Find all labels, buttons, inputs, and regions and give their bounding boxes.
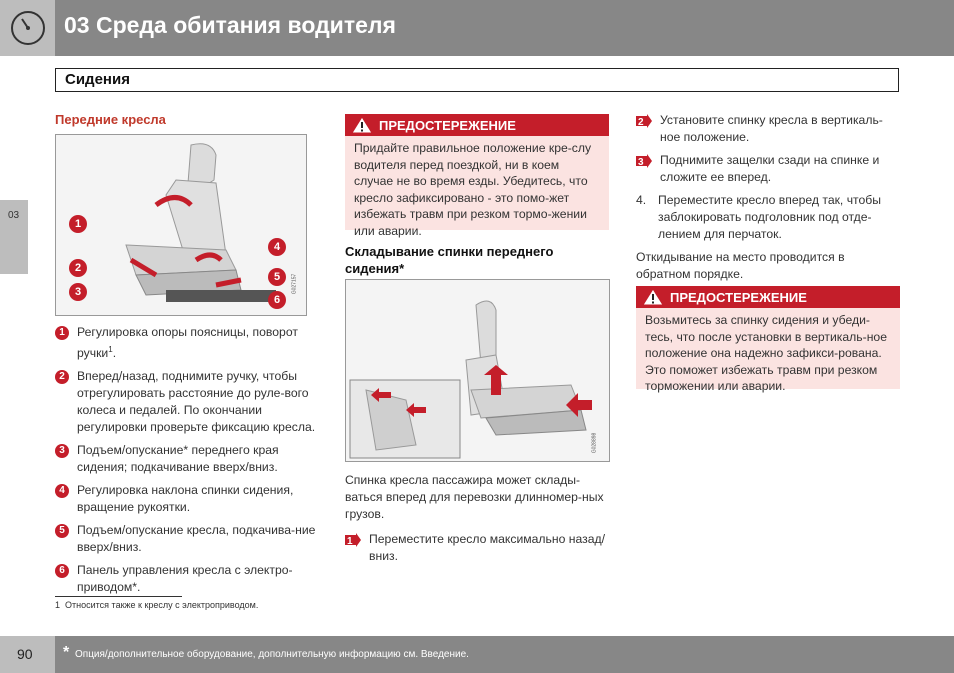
fold-backrest-text [345, 472, 609, 571]
list-item [55, 368, 317, 436]
chapter-side-tab[interactable] [0, 200, 28, 274]
warning-header [345, 114, 609, 136]
callout-4: 4 [268, 238, 286, 256]
left-column [55, 111, 317, 128]
warning-triangle-icon [351, 116, 373, 134]
list-item [636, 152, 902, 186]
footer-note: Опция/дополнительное оборудование, дополнительную информацию см. Введение. [75, 649, 469, 660]
front-seats-heading: Передние кресла [55, 112, 166, 127]
step-arrow-icon: 3 [636, 154, 652, 168]
figure-code: G028898 [591, 432, 598, 454]
front-seat-controls-list [55, 324, 317, 602]
section-bar [55, 68, 899, 92]
item-number: 2 [55, 370, 69, 384]
item-number: 3 [55, 444, 69, 458]
list-item [55, 562, 317, 596]
fold-backrest-section [345, 243, 609, 277]
right-column [636, 112, 902, 283]
list-item [636, 192, 902, 243]
list-item [636, 112, 902, 146]
step-arrow-icon: 1 [345, 533, 361, 547]
warning-title: ПРЕДОСТЕРЕЖЕНИЕ [670, 289, 807, 305]
list-item [345, 531, 609, 565]
warning-triangle-icon [642, 288, 664, 306]
page-footer [0, 636, 954, 673]
callout-5: 5 [268, 268, 286, 286]
item-text: Подъем/опускание кресла, подкачива-ние вверх/вниз. [77, 523, 316, 555]
item-number: 1 [55, 326, 69, 340]
item-text: Регулировка опоры поясницы, поворот ручки$^1$. [77, 325, 298, 361]
item-text: Панель управления кресла с электро-приводом*. [77, 563, 293, 595]
warning-title: ПРЕДОСТЕРЕЖЕНИЕ [379, 117, 516, 133]
callout-1: 1 [69, 215, 87, 233]
speedometer-icon [0, 0, 55, 56]
fold-backrest-illustration [346, 280, 609, 461]
step-arrow-icon: 2 [636, 114, 652, 128]
callout-6: 6 [268, 291, 286, 309]
footnote: 1 Относится также к креслу с электроприводом. [55, 600, 259, 610]
footnote-divider [55, 596, 182, 597]
item-text: Регулировка наклона спинки сидения, вращение рукоятки. [77, 483, 294, 515]
list-item [55, 522, 317, 556]
warning-box-backrest-lock [636, 286, 900, 393]
fold-backrest-figure [345, 279, 610, 462]
item-text: Поднимите защелки сзади на спинке и сложите ее вперед. [660, 153, 880, 184]
item-text: Установите спинку кресла в вертикаль-ное положение. [660, 113, 883, 144]
warning-text: Придайте правильное положение кре-слу водителя перед поездкой, ни в коем случае не во время езды. Убедитесь, что кресло зафиксировано - это помо-жет избежать травм при резком тормо-жении или аварии. [354, 141, 592, 238]
list-item [55, 442, 317, 476]
item-text: Подъем/опускание* переднего края сидения; подкачивание вверх/вниз. [77, 443, 279, 475]
fold-paragraph: Спинка кресла пассажира может склады-ваться вперед для перевозки длинномер-ных грузов. [345, 473, 604, 521]
fold-backrest-heading: Складывание спинки переднего сидения* [345, 244, 554, 276]
front-seat-illustration [56, 135, 306, 315]
page-number-box [0, 636, 55, 673]
callout-2: 2 [69, 259, 87, 277]
page-number: 90 [17, 646, 33, 662]
item-number: 4 [55, 484, 69, 498]
restore-paragraph: Откидывание на место проводится в обратном порядке. [636, 250, 845, 281]
chapter-side-tab-label: 03 [8, 210, 20, 221]
option-star: * [63, 644, 70, 661]
list-item [55, 482, 317, 516]
item-number: 6 [55, 564, 69, 578]
chapter-header [0, 0, 954, 56]
front-seat-figure [55, 134, 307, 316]
item-text: Переместите кресло максимально назад/вниз. [369, 532, 606, 563]
warning-header [636, 286, 900, 308]
item-number: 5 [55, 524, 69, 538]
item-text: Вперед/назад, поднимите ручку, чтобы отрегулировать расстояние до руле-вого колеса и педалей. По окончании регулировки проверьте фиксацию кресла. [77, 369, 316, 435]
item-number: 4. [636, 193, 647, 207]
item-text: Переместите кресло вперед так, чтобы заблокировать подголовник под отде-лением для перчаток. [658, 193, 882, 241]
list-item [55, 324, 317, 362]
warning-text: Возьмитесь за спинку сидения и убеди-тесь, что после установки в вертикаль-ное положение она надежно зафикси-рована. Это поможет избежать травм при резком торможении или аварии. [645, 313, 887, 393]
chapter-title: 03 Среда обитания водителя [64, 12, 396, 38]
warning-box-seat-position [345, 114, 609, 238]
section-title: Сидения [65, 71, 130, 88]
callout-3: 3 [69, 283, 87, 301]
figure-code: G027157 [291, 273, 298, 295]
